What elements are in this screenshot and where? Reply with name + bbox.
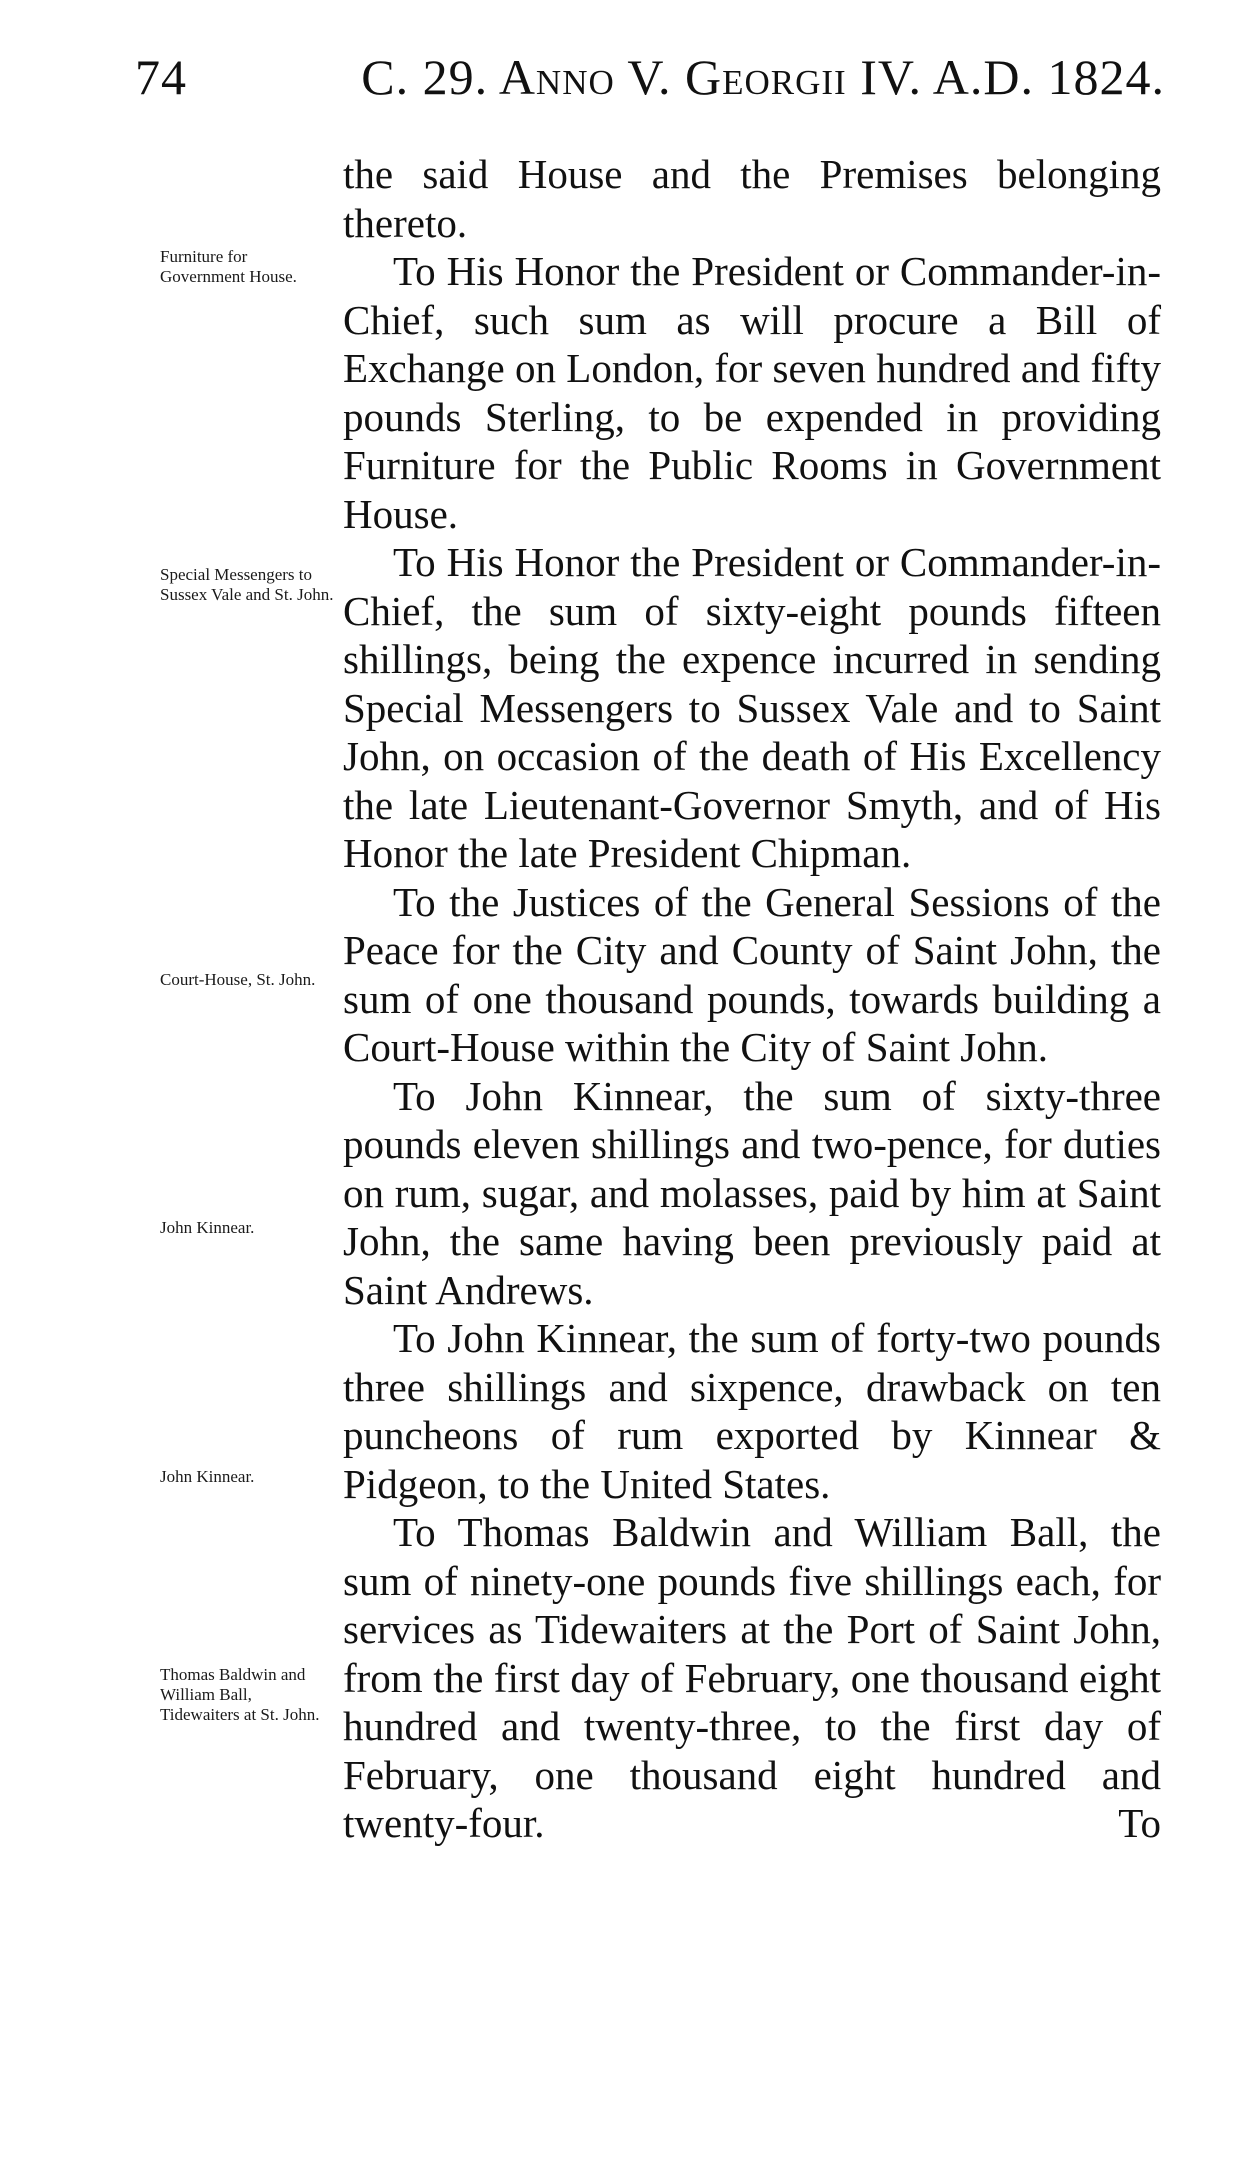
paragraph-continuation: the said House and the Premises belonging thereto. xyxy=(343,151,1161,246)
paragraph-furniture: To His Honor the President or Commander-in-Chief, such sum as will procure a Bill of Exchange on London, for seven hundred and fifty pounds Sterling, to be expended in providing Furniture for the Public Rooms in Government House. xyxy=(343,248,1161,537)
margin-note-tidewaiters: Thomas Baldwin and William Ball, Tidewaiters at St. John. xyxy=(160,1665,320,1724)
paragraph-john-kinnear-duties: To John Kinnear, the sum of sixty-three pounds eleven shillings and two-pence, for duties on rum, sugar, and molasses, paid by him at Saint John, the same having been previously paid at Saint Andrews. xyxy=(343,1072,1161,1313)
running-header xyxy=(135,42,1165,112)
margin-note-furniture: Furniture for Government House. xyxy=(160,247,297,286)
paragraph-john-kinnear-drawback: To John Kinnear, the sum of forty-two pounds three shillings and sixpence, drawback on ten puncheons of rum exported by Kinnear & Pidgeon, to the United States. xyxy=(343,1315,1161,1507)
margin-note-john-kinnear-2: John Kinnear. xyxy=(160,1467,255,1486)
page-number: 74 xyxy=(135,49,187,105)
paragraph-court-house: To the Justices of the General Sessions of the Peace for the City and County of Saint John, the sum of one thousand pounds, towards building a Court-House within the City of Saint John. xyxy=(343,878,1161,1070)
paragraph-tidewaiters: To Thomas Baldwin and William Ball, the sum of ninety-one pounds five shillings each, for services as Tidewaiters at the Port of Saint John, from the first day of February, one thousand eight hundred and twenty-three, to the first day of February, one thousand eight hundred and twenty-four. To xyxy=(343,1509,1161,1846)
header-title: C. 29. Anno V. Georgii IV. A.D. 1824. xyxy=(361,49,1165,105)
margin-note-john-kinnear-1: John Kinnear. xyxy=(160,1218,255,1237)
paragraph-special-messengers: To His Honor the President or Commander-in-Chief, the sum of sixty-eight pounds fifteen shillings, being the expence incurred in sending Special Messengers to Sussex Vale and to Saint John, on occasion of the death of His Excellency the late Lieutenant-Governor Smyth, and of His Honor the late President Chipman. xyxy=(343,539,1161,876)
margin-note-special-messengers: Special Messengers to Sussex Vale and St. John. xyxy=(160,565,334,604)
margin-note-court-house: Court-House, St. John. xyxy=(160,970,316,989)
body-text xyxy=(343,150,1161,1848)
